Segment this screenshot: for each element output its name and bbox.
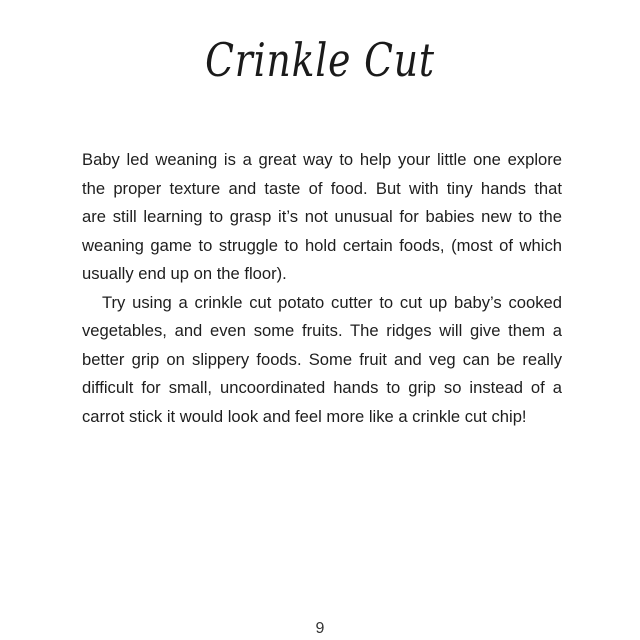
text-line: Try using a crinkle cut potato cutter to cut up baby’s cooked — [102, 292, 562, 312]
text-line: carrot stick it would look and feel more like a crinkle cut chip! — [82, 406, 527, 426]
page-title: Crinkle Cut — [205, 32, 435, 87]
text-line: are still learning to grasp it’s not unusual for babies new to the — [82, 207, 562, 226]
text-line: the proper texture and taste of food. But with tiny hands that — [82, 178, 562, 198]
body-text — [82, 146, 562, 431]
text-line: usually end up on the floor). — [82, 264, 287, 283]
text-line: difficult for small, uncoordinated hands to grip so instead of a — [82, 378, 562, 397]
text-line: Baby led weaning is a great way to help your little one explore — [82, 150, 562, 169]
text-line: weaning game to struggle to hold certain foods, (most of which — [82, 235, 562, 255]
paragraph-1 — [82, 146, 562, 289]
text-line: vegetables, and even some fruits. The ridges will give them a — [82, 321, 562, 340]
paragraph-2 — [82, 289, 562, 432]
page-number: 9 — [315, 620, 325, 637]
text-line: better grip on slippery foods. Some fruit and veg can be really — [82, 349, 562, 369]
